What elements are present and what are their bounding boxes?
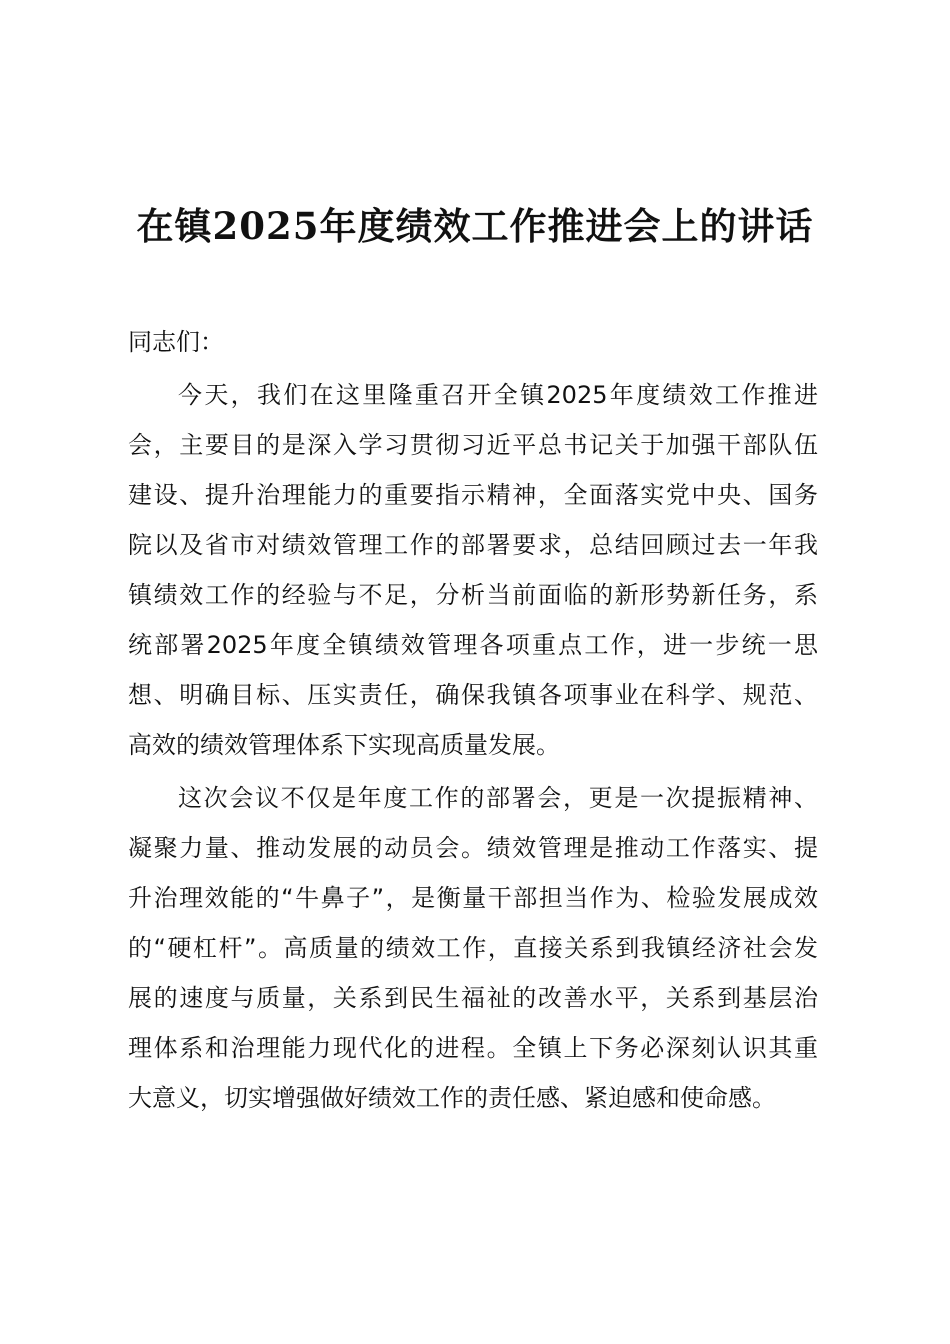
document-title: 在镇2025年度绩效工作推进会上的讲话 [136, 204, 814, 248]
text-line: 的“硬杠杆”。高质量的绩效工作，直接关系到我镇经济社会发 [128, 934, 818, 962]
text-line: 展的速度与质量，关系到民生福祉的改善水平，关系到基层治 [128, 984, 818, 1012]
text-line: 想、明确目标、压实责任，确保我镇各项事业在科学、规范、 [128, 681, 818, 709]
text-line: 院以及省市对绩效管理工作的部署要求，总结回顾过去一年我 [128, 531, 818, 559]
text-line: 大意义，切实增强做好绩效工作的责任感、紧迫感和使命感。 [128, 1084, 776, 1112]
greeting: 同志们： [128, 328, 224, 356]
text-line: 建设、提升治理能力的重要指示精神，全面落实党中央、国务 [128, 481, 818, 509]
text-line: 镇绩效工作的经验与不足，分析当前面临的新形势新任务，系 [128, 581, 818, 609]
text-line: 这次会议不仅是年度工作的部署会，更是一次提振精神、 [178, 784, 818, 812]
text-line: 会，主要目的是深入学习贯彻习近平总书记关于加强干部队伍 [128, 431, 818, 459]
text-line: 理体系和治理能力现代化的进程。全镇上下务必深刻认识其重 [128, 1034, 818, 1062]
text-line: 统部署2025年度全镇绩效管理各项重点工作，进一步统一思 [128, 631, 818, 659]
text-line: 高效的绩效管理体系下实现高质量发展。 [128, 731, 560, 759]
paragraph-2 [128, 783, 818, 1133]
paragraph-1 [128, 380, 818, 780]
text-line: 升治理效能的“牛鼻子”，是衡量干部担当作为、检验发展成效 [128, 884, 818, 912]
text-line: 凝聚力量、推动发展的动员会。绩效管理是推动工作落实、提 [128, 834, 818, 862]
text-line: 今天，我们在这里隆重召开全镇2025年度绩效工作推进 [178, 381, 818, 409]
